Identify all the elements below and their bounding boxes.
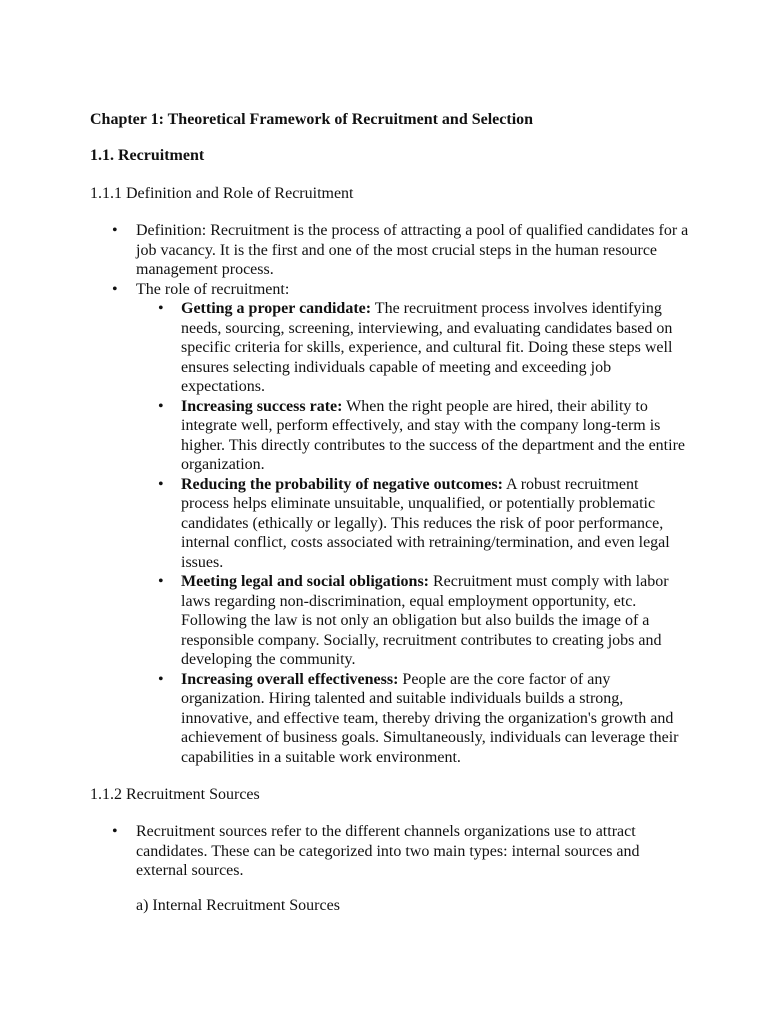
- section-title-recruitment: 1.1. Recruitment: [90, 147, 205, 164]
- list-item-definition: [90, 221, 690, 280]
- role-item-success-rate: [136, 397, 690, 475]
- bullet-icon: •: [112, 280, 118, 298]
- document-page: [90, 110, 690, 916]
- role-label: Reducing the probability of negative outcomes:: [181, 475, 503, 493]
- bullet-icon: •: [158, 300, 164, 317]
- sources-list: [90, 822, 690, 881]
- internal-sources-heading: a) Internal Recruitment Sources: [136, 896, 340, 914]
- sources-text: Recruitment sources refer to the different channels organizations use to attract candidates. These can be categorized into two main types: internal sources and external sources.: [136, 823, 640, 879]
- list-item-sources: [90, 822, 690, 881]
- bullet-icon: •: [112, 823, 118, 840]
- role-text: People are the core factor of any organization. Hiring talented and suitable individuals builds a strong, innovative, and effective team, thereby driving the organization's growth and achievement of business goals. Simultaneously, individuals can leverage their capabilities in a suitable work environment.: [181, 670, 679, 766]
- chapter-title: Chapter 1: Theoretical Framework of Recruitment and Selection: [90, 111, 534, 128]
- definition-text: Definition: Recruitment is the process of attracting a pool of qualified candidates for a job vacancy. It is the first and one of the most crucial steps in the human resource management process.: [136, 222, 689, 278]
- role-text: When the right people are hired, their ability to integrate well, perform effectively, and stay with the company long-term is higher. This directly contributes to the success of the department and the entire organization.: [181, 397, 685, 473]
- role-list: [136, 299, 690, 767]
- list-item-role: [90, 280, 690, 768]
- bullet-icon: •: [158, 670, 164, 688]
- subsection-title-definition-role: 1.1.1 Definition and Role of Recruitment: [90, 185, 354, 202]
- role-label: Meeting legal and social obligations:: [181, 573, 429, 590]
- bullet-icon: •: [158, 573, 164, 590]
- role-intro-text: The role of recruitment:: [136, 280, 290, 298]
- role-label: Getting a proper candidate:: [181, 300, 372, 317]
- bullet-icon: •: [158, 397, 164, 415]
- role-item-legal-social: [136, 572, 690, 670]
- subsection-title-sources: 1.1.2 Recruitment Sources: [90, 786, 260, 803]
- role-item-overall-effectiveness: [136, 670, 690, 768]
- definition-role-list: [90, 221, 690, 767]
- role-text: Recruitment must comply with labor laws regarding non-discrimination, equal employment opportunity, etc. Following the law is not only an obligation but also builds the image of a responsible company. Socially, recruitment contributes to creating jobs and developing the community.: [181, 573, 669, 668]
- role-text: A robust recruitment process helps eliminate unsuitable, unqualified, or potentially problematic candidates (ethically or legally). This reduces the risk of poor performance, internal conflict, costs associated with retraining/termination, and even legal issues.: [181, 475, 670, 571]
- role-label: Increasing success rate:: [181, 397, 343, 415]
- bullet-icon: •: [158, 475, 164, 493]
- role-item-negative-outcomes: [136, 475, 690, 573]
- bullet-icon: •: [112, 222, 118, 239]
- role-item-proper-candidate: [136, 299, 690, 397]
- role-text: The recruitment process involves identifying needs, sourcing, screening, interviewing, and evaluating candidates based on specific criteria for skills, experience, and cultural fit. Doing these steps well ensures selecting individuals capable of meeting and exceeding job expectations.: [181, 300, 673, 395]
- role-label: Increasing overall effectiveness:: [181, 670, 399, 688]
